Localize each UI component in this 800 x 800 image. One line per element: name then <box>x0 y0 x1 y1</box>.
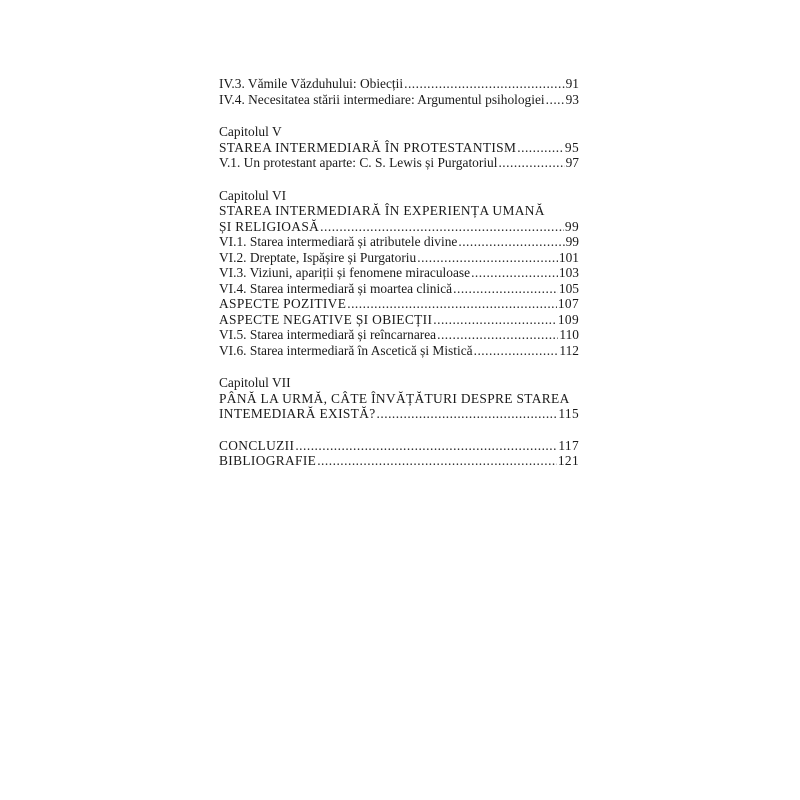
toc-entry-page: 112 <box>559 342 579 358</box>
leader-dots <box>498 155 564 171</box>
toc-entry-page: 105 <box>558 280 579 296</box>
toc-entry-page: 99 <box>565 234 579 249</box>
leader-dots <box>417 250 558 266</box>
toc-entry-label: VI.5. Starea intermediară și reîncarnarea <box>219 327 437 342</box>
toc-entry-label: INTEMEDIARĂ EXISTĂ? <box>219 406 376 421</box>
toc-entry-label: ASPECTE NEGATIVE ȘI OBIECȚII <box>219 311 433 327</box>
toc-section-chapter-6 <box>219 188 579 359</box>
toc-entry-page: 91 <box>565 76 579 91</box>
table-of-contents <box>219 76 579 469</box>
toc-entry <box>219 343 579 359</box>
spacer <box>219 358 579 375</box>
toc-entry <box>219 296 579 312</box>
toc-entry <box>219 281 579 297</box>
toc-entry-label: IV.4. Necesitatea stării intermediare: Argumentul psihologiei <box>219 91 545 107</box>
leader-dots <box>320 219 564 235</box>
leader-dots <box>317 453 557 469</box>
toc-entry-page: 101 <box>558 249 579 265</box>
toc-entry-page: 110 <box>559 327 579 342</box>
toc-section-chapter-4-continued <box>219 76 579 107</box>
toc-entry-page: 107 <box>557 296 579 311</box>
toc-entry <box>219 250 579 266</box>
leader-dots <box>453 281 558 297</box>
leader-dots <box>517 140 564 156</box>
leader-dots <box>471 265 558 281</box>
toc-entry <box>219 140 579 156</box>
chapter-label: Capitolul V <box>219 124 282 139</box>
toc-entry-page: 93 <box>565 91 579 107</box>
chapter-title: STAREA INTERMEDIARĂ ÎN EXPERIENȚA UMANĂ <box>219 203 545 218</box>
leader-dots <box>295 438 557 454</box>
toc-entry <box>219 92 579 108</box>
toc-entry-label: VI.4. Starea intermediară și moartea clinică <box>219 280 453 296</box>
toc-entry <box>219 438 579 454</box>
leader-dots <box>546 92 565 108</box>
toc-entry <box>219 312 579 328</box>
toc-entry-label: V.1. Un protestant aparte: C. S. Lewis și Purgatoriul <box>219 155 498 170</box>
toc-entry-label: ASPECTE POZITIVE <box>219 296 347 311</box>
toc-entry-page: 99 <box>564 218 579 234</box>
toc-entry <box>219 265 579 281</box>
spacer <box>219 107 579 124</box>
toc-entry <box>219 234 579 250</box>
toc-entry-page: 103 <box>558 265 579 280</box>
toc-entry <box>219 219 579 235</box>
leader-dots <box>347 296 557 312</box>
leader-dots <box>474 343 559 359</box>
chapter-title: PÂNĂ LA URMĂ, CÂTE ÎNVĂȚĂTURI DESPRE STAREA <box>219 390 570 406</box>
toc-entry-page: 95 <box>564 139 579 155</box>
toc-entry <box>219 76 579 92</box>
toc-entry-page: 115 <box>558 406 579 421</box>
toc-entry-label: VI.6. Starea intermediară în Ascetică și Mistică <box>219 342 473 358</box>
toc-entry-label: ȘI RELIGIOASĂ <box>219 218 320 234</box>
toc-entry-label: CONCLUZII <box>219 437 295 453</box>
toc-entry-page: 97 <box>565 155 579 170</box>
toc-entry <box>219 327 579 343</box>
spacer <box>219 171 579 188</box>
spacer <box>219 422 579 438</box>
toc-entry-label: VI.3. Viziuni, apariții și fenomene miraculoase <box>219 265 471 280</box>
toc-entry <box>219 155 579 171</box>
toc-entry-label: BIBLIOGRAFIE <box>219 453 317 468</box>
leader-dots <box>404 76 565 92</box>
toc-entry-page: 121 <box>557 453 579 468</box>
leader-dots <box>458 234 564 250</box>
toc-entry <box>219 453 579 469</box>
leader-dots <box>433 312 557 328</box>
toc-section-back-matter <box>219 438 579 469</box>
toc-entry-label: STAREA INTERMEDIARĂ ÎN PROTESTANTISM <box>219 139 517 155</box>
toc-section-chapter-7 <box>219 375 579 422</box>
toc-entry-page: 117 <box>558 437 579 453</box>
toc-entry-label: IV.3. Vămile Văzduhului: Obiecții <box>219 76 404 91</box>
leader-dots <box>377 406 558 422</box>
toc-entry <box>219 406 579 422</box>
toc-section-chapter-5 <box>219 124 579 171</box>
chapter-label: Capitolul VII <box>219 375 291 390</box>
leader-dots <box>437 327 558 343</box>
toc-entry-label: VI.1. Starea intermediară și atributele divine <box>219 234 458 249</box>
toc-entry-label: VI.2. Dreptate, Ispășire și Purgatoriu <box>219 249 417 265</box>
toc-entry-page: 109 <box>557 311 579 327</box>
chapter-label: Capitolul VI <box>219 187 287 203</box>
